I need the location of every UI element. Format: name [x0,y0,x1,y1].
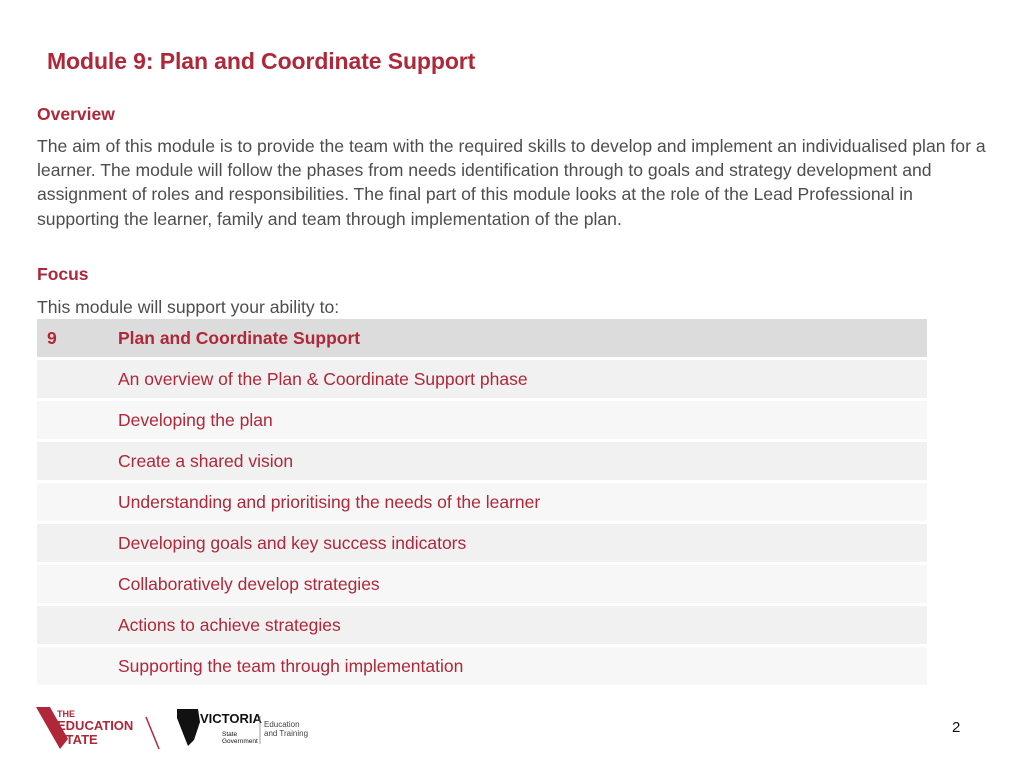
table-row-label: Developing the plan [118,409,273,430]
victoria-sub-state: State [222,731,238,738]
overview-paragraph: The aim of this module is to provide the team with the required skills to develop and implement an individualised plan for a learner. The module will follow the phases from needs identification through to goals and strategy development and assignment of roles and responsibilities. The final part of this module looks at the role of the Lead Professional in supporting the learner, family and team through implementation of the plan. [37,136,986,229]
table-row [37,647,927,685]
victoria-sub-government: Government [222,738,258,745]
table-row [37,524,927,562]
victoria-wordmark: VICTORIA [200,711,262,726]
table-row [37,401,927,439]
module-name: Plan and Coordinate Support [118,327,361,348]
focus-table-header-row [37,319,927,357]
table-row-label: An overview of the Plan & Coordinate Support phase [118,368,528,389]
table-row-label: Supporting the team through implementation [118,655,464,676]
table-row-label: Create a shared vision [118,450,294,471]
table-row-label: Developing goals and key success indicators [118,532,467,553]
focus-heading: Focus [37,264,89,284]
module-number: 9 [47,327,57,348]
dept-education: Education [264,720,300,729]
table-row-label: Actions to achieve strategies [118,614,341,635]
logo-text-education: EDUCATION [57,718,134,733]
education-state-logo [36,705,161,751]
table-row [37,606,927,644]
page-title: Module 9: Plan and Coordinate Support [47,48,476,74]
table-row [37,360,927,398]
table-row-label: Understanding and prioritising the needs of the learner [118,491,541,512]
table-row [37,565,927,603]
logo-text-the: THE [57,709,75,719]
focus-intro: This module will support your ability to: [37,297,340,317]
table-row [37,442,927,480]
table-row [37,483,927,521]
dept-training: and Training [264,729,309,738]
overview-heading: Overview [37,104,115,124]
logo-slash [146,717,159,749]
table-row-label: Collaboratively develop strategies [118,573,380,594]
victoria-government-logo [176,706,321,748]
page-number: 2 [952,719,961,736]
victoria-map-icon [177,709,200,746]
focus-table [37,319,927,688]
logo-text-state: STATE [57,732,98,747]
